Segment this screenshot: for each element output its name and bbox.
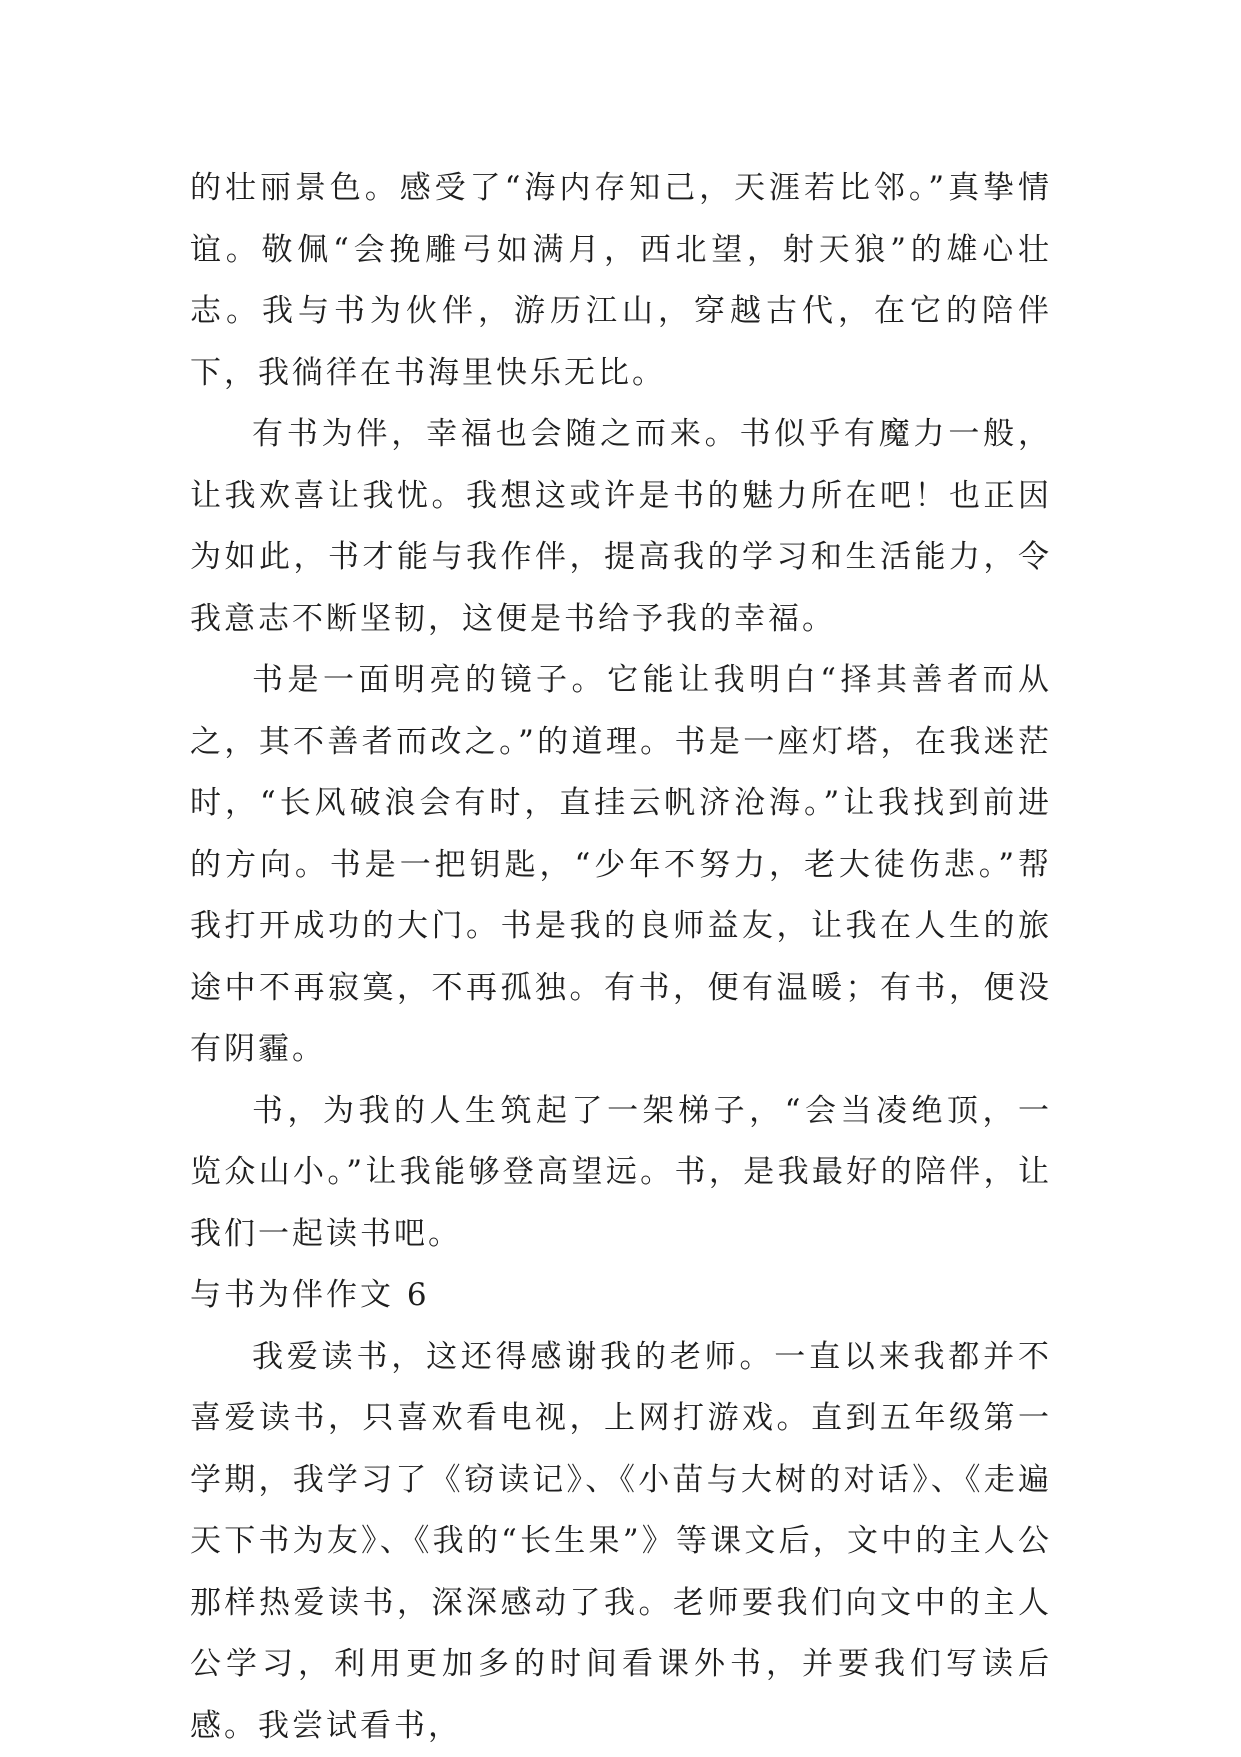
document-body: [190, 158, 1052, 1757]
paragraph: 我爱读书，这还得感谢我的老师。一直以来我都并不喜爱读书，只喜欢看电视，上网打游戏。直到五年级第一学期，我学习了《窃读记》、《小苗与大树的对话》、《走遍天下书为友》、《我的“长生果”》等课文后，文中的主人公那样热爱读书，深深感动了我。老师要我们向文中的主人公学习，利用更加多的时间看课外书，并要我们写读后感。我尝试看书，: [190, 1327, 1052, 1757]
paragraph: 有书为伴，幸福也会随之而来。书似乎有魔力一般，让我欢喜让我忧。我想这或许是书的魅力所在吧！也正因为如此，书才能与我作伴，提高我的学习和生活能力，令我意志不断坚韧，这便是书给予我的幸福。: [190, 404, 1052, 650]
section-heading: 与书为伴作文 6: [190, 1265, 1052, 1327]
paragraph-continuation: 的壮丽景色。感受了“海内存知己，天涯若比邻。”真挚情谊。敬佩“会挽雕弓如满月，西北望，射天狼”的雄心壮志。我与书为伙伴，游历江山，穿越古代，在它的陪伴下，我徜徉在书海里快乐无比。: [190, 158, 1052, 404]
paragraph: 书，为我的人生筑起了一架梯子，“会当凌绝顶，一览众山小。”让我能够登高望远。书，是我最好的陪伴，让我们一起读书吧。: [190, 1081, 1052, 1266]
paragraph: 书是一面明亮的镜子。它能让我明白“择其善者而从之，其不善者而改之。”的道理。书是一座灯塔，在我迷茫时，“长风破浪会有时，直挂云帆济沧海。”让我找到前进的方向。书是一把钥匙，“少年不努力，老大徒伤悲。”帮我打开成功的大门。书是我的良师益友，让我在人生的旅途中不再寂寞，不再孤独。有书，便有温暖；有书，便没有阴霾。: [190, 650, 1052, 1081]
